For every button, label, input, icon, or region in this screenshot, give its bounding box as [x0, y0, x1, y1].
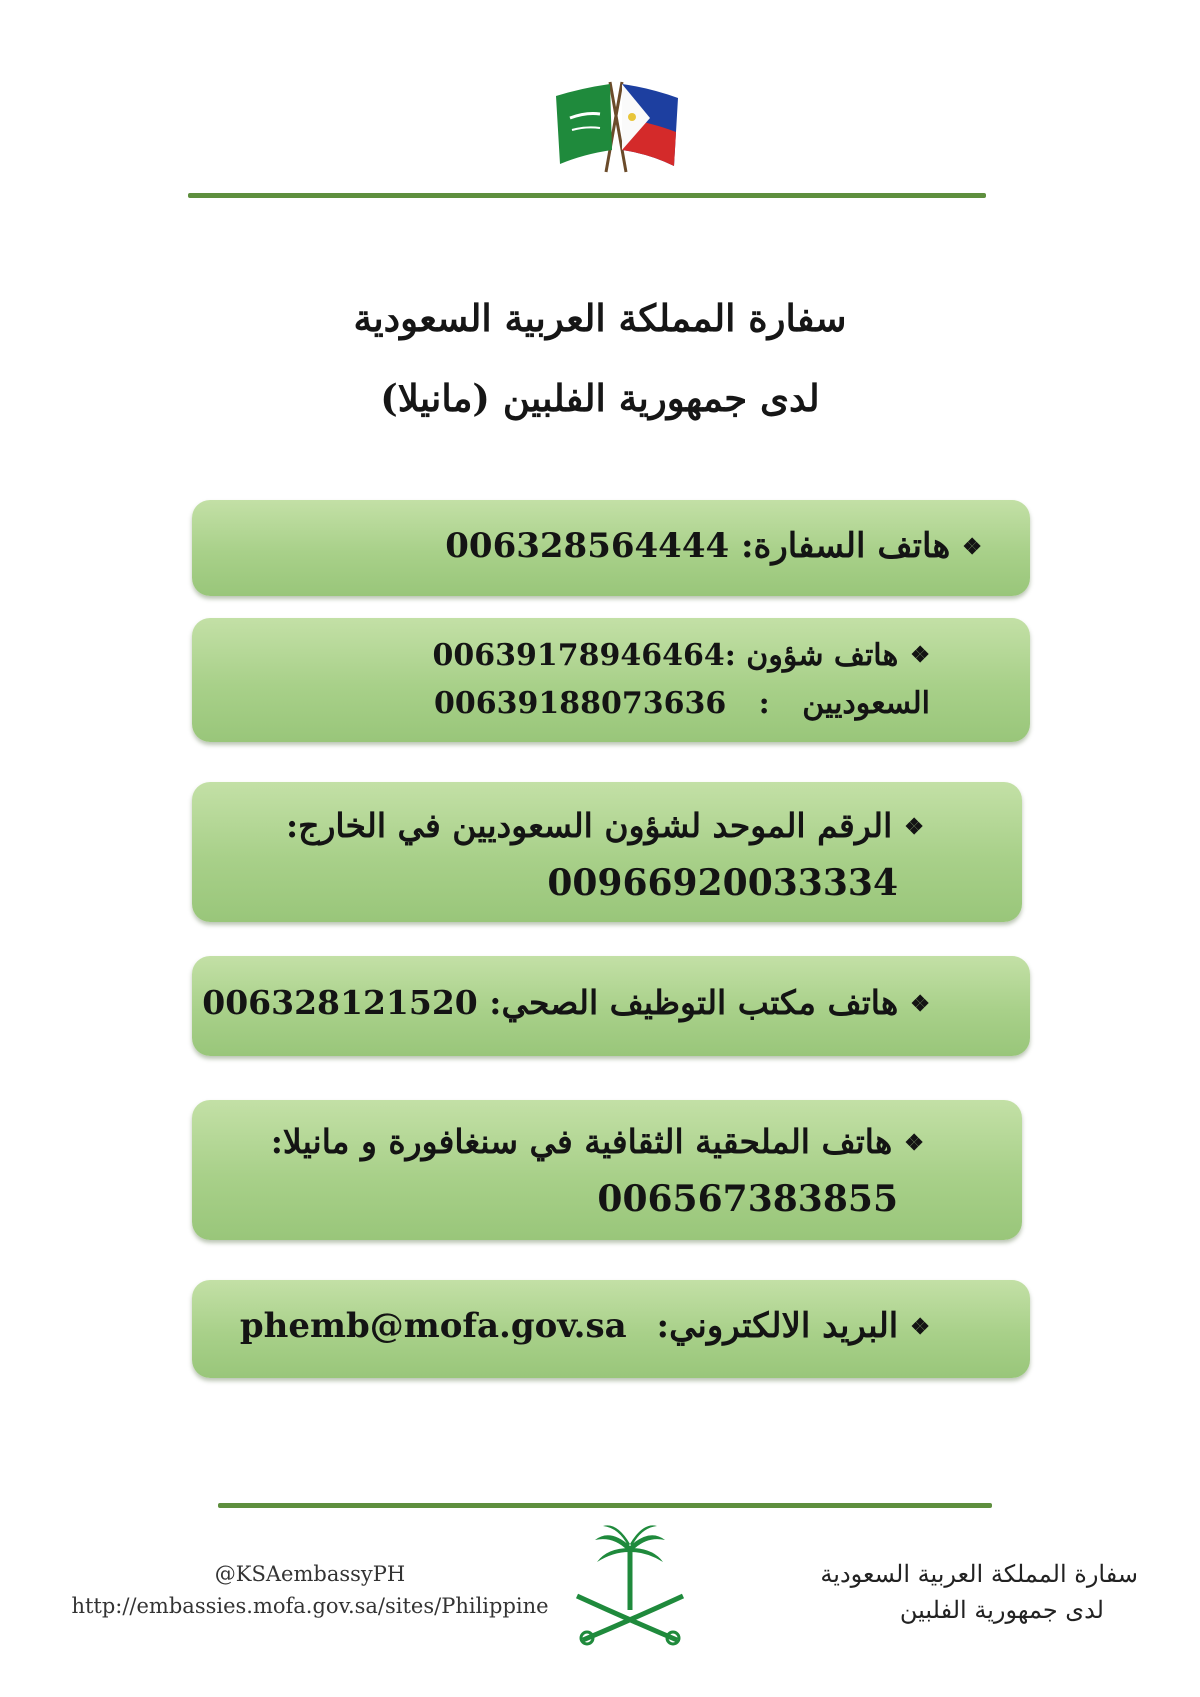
- bullet-icon: ❖: [910, 1314, 930, 1340]
- email-link[interactable]: phemb@mofa.gov.sa: [239, 1306, 627, 1346]
- page-title-line2: لدى جمهورية الفلبين (مانيلا): [380, 376, 820, 420]
- top-divider: [188, 193, 986, 198]
- contact-value: 00639178946464:: [432, 638, 736, 673]
- contact-value: 006328121520: [202, 983, 478, 1022]
- contact-label: هاتف شؤون: [746, 638, 899, 673]
- twitter-handle[interactable]: @KSAembassyPH: [214, 1562, 406, 1586]
- footer-embassy-name: سفارة المملكة العربية السعودية: [820, 1560, 1138, 1588]
- saudi-emblem-icon: [565, 1518, 695, 1648]
- bullet-icon: ❖: [904, 1130, 924, 1156]
- saudi-philippine-flags-icon: [552, 74, 682, 184]
- contact-label: هاتف الملحقية الثقافية في سنغافورة و مانيلا:: [270, 1122, 893, 1161]
- contact-card-cultural-attache-phone: [192, 1100, 1022, 1240]
- website-link[interactable]: http://embassies.mofa.gov.sa/sites/Philippine: [71, 1594, 549, 1618]
- contact-value: 006328564444: [445, 526, 730, 566]
- bottom-divider: [218, 1503, 992, 1508]
- contact-label: هاتف السفارة:: [741, 526, 951, 566]
- bullet-icon: ❖: [910, 991, 930, 1017]
- contact-card-email: [192, 1280, 1030, 1378]
- contact-card-unified-number: [192, 782, 1022, 922]
- contact-label-2: السعوديين: [802, 686, 930, 721]
- contact-label: الرقم الموحد لشؤون السعوديين في الخارج:: [286, 806, 893, 845]
- contact-value: 00966920033334: [547, 862, 898, 904]
- contact-card-health-office-phone: [192, 956, 1030, 1056]
- bullet-icon: ❖: [962, 534, 982, 560]
- page-title-line1: سفارة المملكة العربية السعودية: [353, 296, 847, 340]
- contact-value: 006567383855: [597, 1178, 898, 1220]
- contact-separator: :: [758, 686, 770, 721]
- contact-value-2: 00639188073636: [433, 686, 727, 721]
- bullet-icon: ❖: [910, 642, 930, 668]
- contact-card-embassy-phone: [192, 500, 1030, 596]
- contact-label: هاتف مكتب التوظيف الصحي:: [489, 983, 899, 1022]
- contact-card-saudi-affairs-phone: [192, 618, 1030, 742]
- contact-label: البريد الالكتروني:: [656, 1306, 899, 1346]
- footer-embassy-country: لدى جمهورية الفلبين: [899, 1596, 1104, 1624]
- bullet-icon: ❖: [904, 814, 924, 840]
